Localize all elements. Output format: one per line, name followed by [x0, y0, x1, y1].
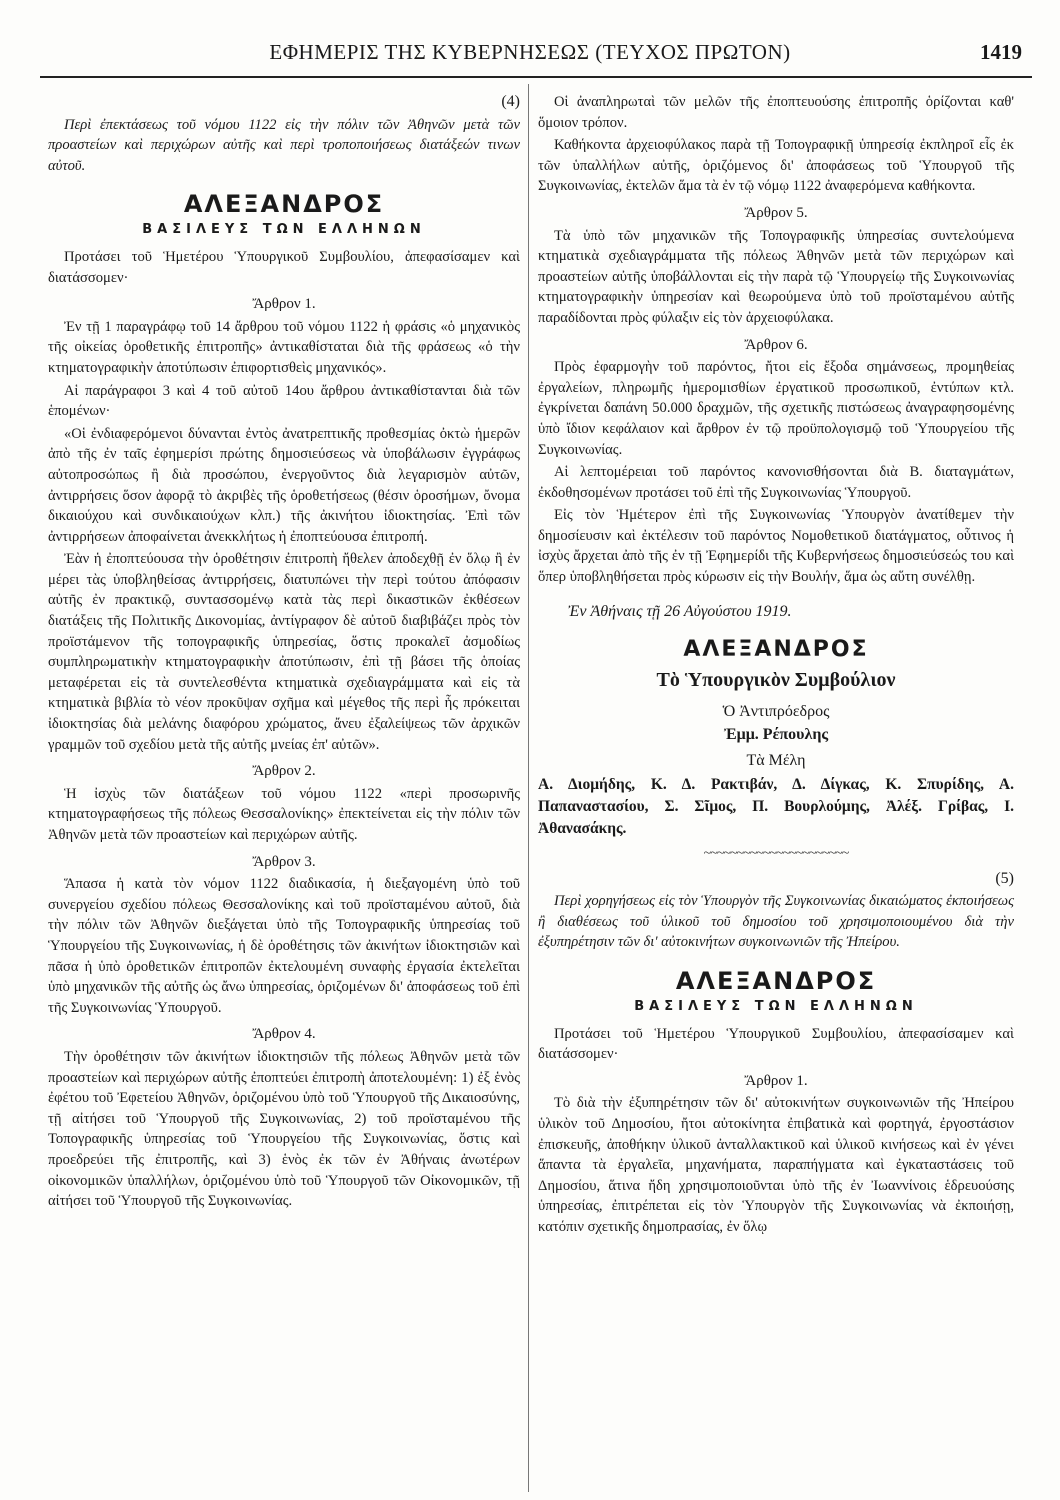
law-title: Περὶ χορηγήσεως εἰς τὸν Ὑπουργὸν τῆς Συγκοινωνίας δικαιώματος ἐκποιήσεως ἢ διαθέσεως τοῦ ὑλικοῦ τοῦ δημοσίου τοῦ χρησιμοποιουμένου διὰ τὴν ἐξυπηρέτησιν τῶν δι' αὐτοκινήτων συγκοινωνιῶν τῆς Ἠπείρου. [538, 893, 1014, 951]
page-header [30, 36, 1030, 72]
article-paragraph: Ἐν τῇ 1 παραγράφῳ τοῦ 14 ἄρθρου τοῦ νόμου 1122 ἡ φράσις «ὁ μηχανικὸς τῆς οἰκείας ὁροθετικῆς ἐπιτροπῆς» ἀντικαθίσταται διὰ τῆς φράσεως «ὁ τὴν κτηματογραφικὴν ἀποτύπωσιν ἐπιφορτισθεὶς μηχανικός». [48, 318, 520, 376]
article-paragraph: Πρὸς ἐφαρμογὴν τοῦ παρόντος, ἤτοι εἰς ἔξοδα σημάνσεως, προμηθείας ἐργαλείων, πληρωμῆς ἡμερομισθίων ἐργατικοῦ προσωπικοῦ, ἐντύπων κτλ. ἐγκρίνεται δαπάνη 50.000 δραχμῶν, τῆς σχετικῆς πιστώσεως ἀναγραφησομένης ὑπὸ ἴδιον κεφάλαιον καὶ ἄρθρον ἐν τῷ προϋπολογισμῷ τοῦ Ὑπουργείου τῆς Συγκοινωνίας. [538, 359, 1014, 458]
left-column [48, 92, 520, 1214]
right-column [538, 92, 1014, 1240]
wavy-separator: ~~~~~~~~~~~~~~~~~~~~~~ [703, 846, 849, 862]
article-heading: Ἄρθρον 6. [744, 336, 808, 353]
article-paragraph: Οἱ ἀναπληρωταὶ τῶν μελῶν τῆς ἐποπτευούσης ἐπιτροπῆς ὁρίζονται καθ' ὅμοιον τρόπον. [538, 94, 1014, 131]
proposal-text: Προτάσει τοῦ Ἡμετέρου Ὑπουργικοῦ Συμβουλίου, ἀπεφασίσαμεν καὶ διατάσσομεν· [538, 1025, 1014, 1063]
article-paragraph: Ἐὰν ἡ ἐποπτεύουσα τὴν ὁροθέτησιν ἐπιτροπὴ ἤθελεν ἀποδεχθῇ ἐν ὅλῳ ἢ ἐν μέρει τὰς ὑποβληθείσας ἀντιρρήσεις, διατυπώνει τὴν περὶ τούτου ἀπόφασιν αὐτῆς ἐν πρακτικῷ, συντασσομένῳ κατὰ τὰς περὶ δικαστικῶν ἐκθέσεων διατάξεις τῆς Πολιτικῆς Δικονομίας, ἀντίγραφον δὲ αὐτοῦ διαβιβάζει πρὸς τὸν προϊστάμενον τῆς τοπογραφικῆς ὑπηρεσίας, ὅστις προκαλεῖ ἀσμοδίως συμπληρωματικὴν κτηματογραφικὴν ἀποτύπωσιν, ἐπὶ τῇ βάσει τῆς ὁποίας μεταφέρεται εἰς τὰ συντελεσθέντα κτηματικὰ σχεδιαγράμματα καὶ εἰς τὰ κτηματικὰ βιβλία τὸ νέον προκῦψαν σχῆμα καὶ μέγεθος τῆς περὶ ἧς πρόκειται ἰδιοκτησίας διὰ μελάνης διαφόρου χρώματος, ἄνευ ἐξαλείψεως τῶν ἀρχικῶν γραμμῶν τοῦ σχεδίου μετὰ τῆς αὐτῆς μνείας ἐπ' αὐτῶν». [48, 551, 520, 753]
page-number: 1419 [980, 40, 1022, 64]
law-number: (5) [995, 869, 1014, 887]
king-heading: ΑΛΕΞΑΝΔΡΟΣ [675, 967, 877, 995]
column-divider [528, 84, 529, 1492]
article-paragraph: Αἱ παράγραφοι 3 καὶ 4 τοῦ αὐτοῦ 14ου ἄρθρου ἀντικαθίστανται διὰ τῶν ἑπομένων· [48, 382, 520, 420]
article-paragraph: Καθήκοντα ἀρχειοφύλακος παρὰ τῇ Τοπογραφικῇ ὑπηρεσίᾳ ἐκπληροῖ εἷς ἐκ τῶν ὑπαλλήλων αὐτῆς, ὁριζόμενος δι' ἀποφάσεως τοῦ Ὑπουργοῦ τῆς Συγκοινωνίας, ἐκτελῶν ἅμα τὰ ἐν τῷ νόμῳ 1122 ἀναφερόμενα καθήκοντα. [538, 137, 1014, 195]
article-heading: Ἄρθρον 4. [252, 1026, 316, 1043]
header-title: ΕΦΗΜΕΡΙΣ ΤΗΣ ΚΥΒΕΡΝΗΣΕΩΣ (ΤΕΥΧΟΣ ΠΡΩΤΟΝ) [269, 40, 791, 64]
article-paragraph: Τὸ διὰ τὴν ἐξυπηρέτησιν τῶν δι' αὐτοκινήτων συγκοινωνιῶν τῆς Ἠπείρου ὑλικὸν τοῦ Δημοσίου, ἤτοι αὐτοκίνητα ἐπιβατικὰ καὶ φορτηγά, ἐργοστάσιον ἐπισκευῆς, ἀποθήκην ὑλικοῦ ἀνταλλακτικοῦ καὶ ὑλικοῦ κινήσεως καὶ ἐν γένει ἅπαντα τὰ ἐργαλεῖα, μηχανήματα, παραπήγματα καὶ ἐγκαταστάσεις τοῦ Δημοσίου, ἅτινα ἤδη χρησιμοποιοῦνται ὑπὸ τῆς ἐν Ἰωαννίνοις ἑδρευούσης ὑπηρεσίας, ἐπιτρέπεται εἰς τὸν Ὑπουργὸν τῆς Συγκοινωνίας νὰ ἐκποιήσῃ, κατόπιν σχετικῆς δημοπρασίας, ἐν ὅλῳ [538, 1095, 1014, 1235]
article-paragraph: Τὰ ὑπὸ τῶν μηχανικῶν τῆς Τοπογραφικῆς ὑπηρεσίας συντελούμενα κτηματικὰ σχεδιαγράμματα τῆς πόλεως Ἀθηνῶν μετὰ τῶν περιχώρων καὶ προαστείων αὐτῆς ὑποβάλλονται εἰς τὴν παρὰ τῷ Ὑπουργείῳ τῆς Συγκοινωνίας κτηματογραφικὴν ὑπηρεσίαν καὶ θεωρούμενα ὑπὸ τοῦ προϊσταμένου αὐτῆς παραδίδονται πρὸς φύλαξιν εἰς τὸν ἀρχειοφύλακα. [538, 227, 1014, 326]
article-heading: Ἄρθρον 3. [252, 853, 316, 870]
council-heading: Τὸ Ὑπουργικὸν Συμβούλιον [656, 669, 896, 692]
members-list: Α. Διομήδης, Κ. Δ. Ρακτιβάν, Δ. Δίγκας, Κ. Σπυρίδης, Α. Παπαναστασίου, Σ. Σῖμος, Π. Βουρλούμης, Ἀλέξ. Γρίβας, Ι. Ἀθανασάκης. [538, 776, 1014, 838]
article-heading: Ἄρθρον 2. [252, 763, 316, 780]
article-heading: Ἄρθρον 1. [252, 296, 316, 313]
article-heading: Ἄρθρον 5. [744, 204, 808, 221]
article-paragraph: Εἰς τὸν Ἡμέτερον ἐπὶ τῆς Συγκοινωνίας Ὑπουργὸν ἀνατίθεμεν τὴν δημοσίευσιν καὶ ἐκτέλεσιν τοῦ παρόντος Νομοθετικοῦ διατάγματος, οὗτινος ἡ ἰσχὺς ἄρχεται ἀπὸ τῆς ἐν τῇ Ἐφημερίδι τῆς Κυβερνήσεως δημοσιεύσεώς του καὶ ὅπερ ὑποβληθήσεται πρὸς κύρωσιν εἰς τὴν Βουλήν, ἅμα ὡς αὕτη συνέλθῃ. [538, 507, 1014, 586]
king-subheading: ΒΑΣΙΛΕΥΣ ΤΩΝ ΕΛΛΗΝΩΝ [142, 222, 426, 238]
header-rule [40, 76, 1032, 78]
king-heading: ΑΛΕΞΑΝΔΡΟΣ [183, 190, 385, 219]
signing-date: Ἐν Ἀθήναις τῇ 26 Αὐγούστου 1919. [568, 602, 792, 620]
king-subheading: ΒΑΣΙΛΕΥΣ ΤΩΝ ΕΛΛΗΝΩΝ [634, 999, 918, 1014]
article-paragraph: Ἡ ἰσχὺς τῶν διατάξεων τοῦ νόμου 1122 «περὶ προσωρινῆς κτηματογραφήσεως τῆς πόλεως Θεσσαλονίκης» ἐπεκτείνεται εἰς τὴν πόλιν τῶν Ἀθηνῶν μετὰ τῶν προαστείων καὶ περιχώρων αὐτῆς. [48, 785, 520, 843]
law-title: Περὶ ἐπεκτάσεως τοῦ νόμου 1122 εἰς τὴν πόλιν τῶν Ἀθηνῶν μετὰ τῶν προαστείων καὶ περιχώρων αὐτῆς καὶ περὶ τροποποιήσεως διατάξεών τινων αὐτοῦ. [48, 116, 520, 174]
king-signature: ΑΛΕΞΑΝΔΡΟΣ [683, 637, 869, 663]
law-number: (4) [501, 93, 520, 110]
members-title: Τὰ Μέλη [746, 752, 806, 770]
article-paragraph: «Οἱ ἐνδιαφερόμενοι δύνανται ἐντὸς ἀνατρεπτικῆς προθεσμίας ὀκτὼ ἡμερῶν ἀπὸ τῆς ἐν ταῖς ἐφημερίσι πρώτης δημοσιεύσεως νὰ ὑποβάλωσιν ἐγγράφως αὐτοπροσώπως ἢ διὰ προσώπου, ἐνεργοῦντος διὰ λεγαρισμὸν αὐτῶν, ἀντιρρήσεις ὅσον ἀφορᾷ τὸ ἀκριβὲς τῆς ὁροθετήσεως (θέσιν ὁροσήμων, ὄνομα δικαιούχου καὶ συνδικαιούχων κλπ.) τῆς ἀκινήτου ἰδιοκτησίας. Ἐπὶ τῶν ἀντιρρήσεων ἀποφαίνεται ἀνεκκλήτως ἡ ἐποπτεύουσα ἐπιτροπή. [48, 425, 520, 545]
article-paragraph: Τὴν ὁροθέτησιν τῶν ἀκινήτων ἰδιοκτησιῶν τῆς πόλεως Ἀθηνῶν μετὰ τῶν προαστείων καὶ περιχώρων αὐτῆς ἐποπτεύει ἐπιτροπὴ ἀποτελουμένη: 1) ἐξ ἑνὸς ἐφέτου τοῦ Ἐφετείου Ἀθηνῶν, ὁριζομένου ὑπὸ τοῦ Ὑπουργοῦ τῆς Δικαιοσύνης, τῇ αἰτήσει τοῦ Ὑπουργοῦ τῆς Συγκοινωνίας, 2) τοῦ προϊσταμένου τῆς Τοπογραφικῆς ὑπηρεσίας τοῦ Ὑπουργείου τῆς Συγκοινωνίας, ὅστις καὶ προεδρεύει τῆς ἐπιτροπῆς, καὶ 3) ἑνὸς ἐκ τῶν ἐν Ἀθήναις ἀνωτέρων οἰκονομικῶν ὑπαλλήλων, ὁριζομένου ὑπὸ τοῦ Ὑπουργοῦ τῶν Οἰκονομικῶν, τῇ αἰτήσει τοῦ Ὑπουργοῦ τῆς Συγκοινωνίας. [48, 1048, 520, 1210]
vice-president-name: Ἐμμ. Ρέπουλης [723, 725, 829, 743]
vice-president-title: Ὁ Ἀντιπρόεδρος [722, 703, 830, 721]
article-paragraph: Ἅπασα ἡ κατὰ τὸν νόμον 1122 διαδικασία, ἡ διεξαγομένη ὑπὸ τοῦ συνεργείου σχεδίου πόλεως Θεσσαλονίκης καὶ τοῦ προϊσταμένου αὐτοῦ, διὰ τὴν πόλιν τῶν Ἀθηνῶν διεξάγεται ὑπὸ τῆς Τοπογραφικῆς ὑπηρεσίας τοῦ Ὑπουργείου τῆς Συγκοινωνίας, ἡ δὲ ὁροθέτησις τῶν ἀκινήτων ἰδιοκτησιῶν καὶ πᾶσα ἡ ὑπὸ ὁροθετικῶν ἐπιτροπῶν ἐκτελουμένη συναφὴς ἐργασία ἐκτελεῖται ὑπὸ μηχανικῶν τῆς αὐτῆς ὡς ἄνω ὑπηρεσίας, ὁριζομένων δι' ἀποφάσεως τοῦ ἐπὶ τῆς Συγκοινωνίας Ὑπουργοῦ. [48, 876, 520, 1016]
article-heading: Ἄρθρον 1. [744, 1072, 808, 1089]
proposal-text: Προτάσει τοῦ Ἡμετέρου Ὑπουργικοῦ Συμβουλίου, ἀπεφασίσαμεν καὶ διατάσσομεν· [48, 248, 520, 286]
article-paragraph: Αἱ λεπτομέρειαι τοῦ παρόντος κανονισθήσονται διὰ Β. διαταγμάτων, ἐκδοθησομένων προτάσει τοῦ ἐπὶ τῆς Συγκοινωνίας Ὑπουργοῦ. [538, 464, 1014, 501]
